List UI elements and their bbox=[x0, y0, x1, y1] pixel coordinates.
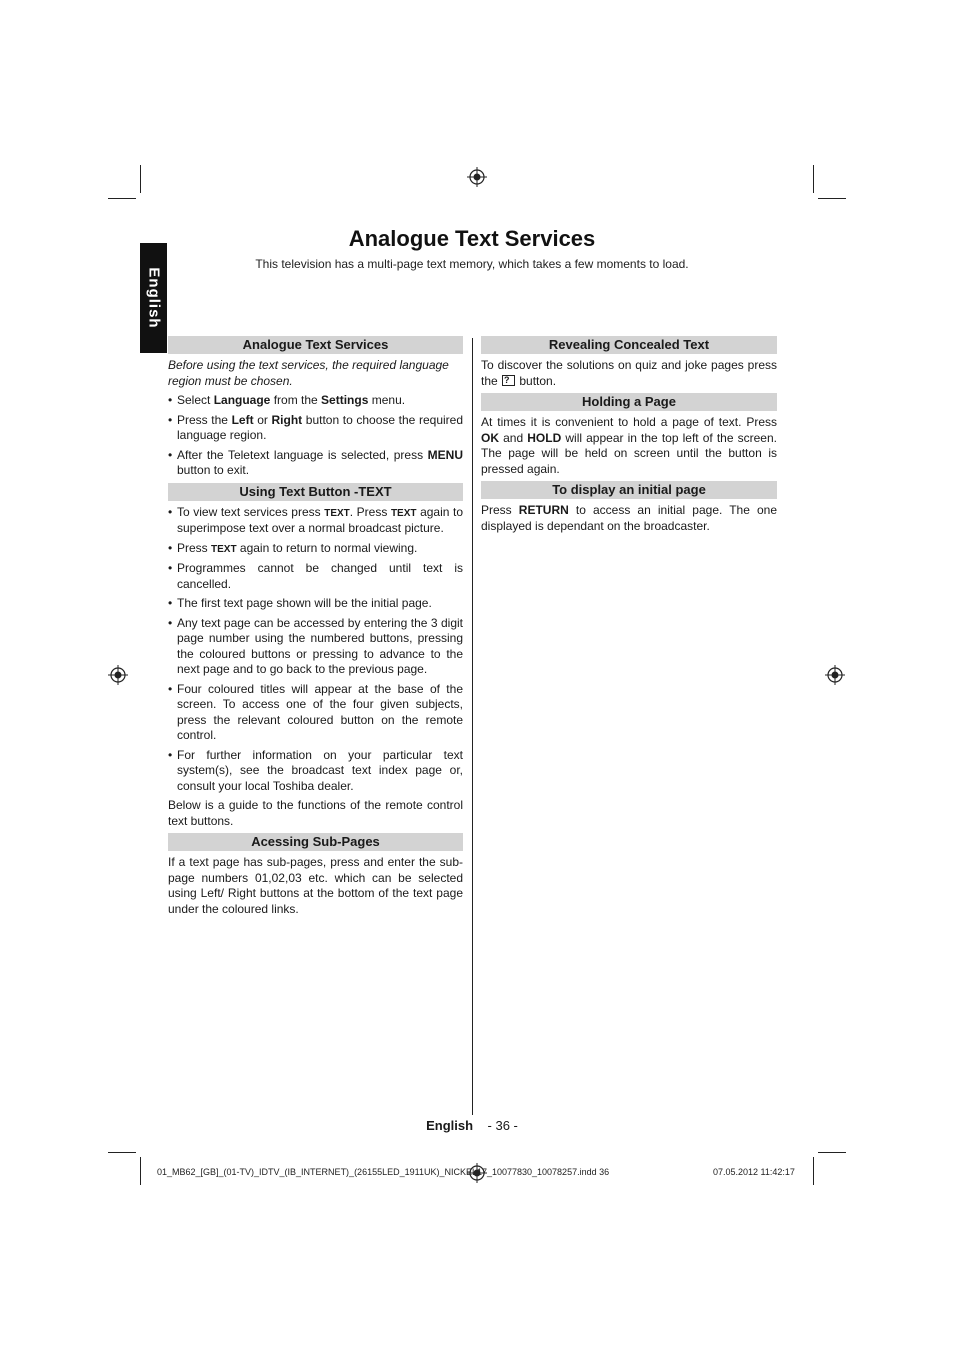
section-heading: Revealing Concealed Text bbox=[481, 336, 777, 354]
section-heading: Acessing Sub-Pages bbox=[168, 833, 463, 851]
list-item: • To view text services press TEXT. Press TEXT again to superimpose text over a normal broadcast picture. bbox=[168, 505, 463, 537]
crop-mark bbox=[818, 198, 846, 199]
page-footer bbox=[0, 1118, 944, 1133]
crop-mark bbox=[140, 1157, 141, 1185]
page-title: Analogue Text Services bbox=[348, 226, 596, 251]
list-item: • Any text page can be accessed by entering the 3 digit page number using the numbered buttons, pressing the coloured buttons or pressing to advance to the next page and to go back to the previous page. bbox=[168, 616, 463, 678]
section-body: At times it is convenient to hold a page of text. Press OK and HOLD will appear in the top left of the screen. The page will be held on screen until the button is pressed again. bbox=[481, 415, 777, 476]
footer-language: English bbox=[426, 1118, 474, 1133]
crop-mark bbox=[818, 1152, 846, 1153]
section-body: If a text page has sub-pages, press and enter the sub-page numbers 01,02,03 etc. which can be selected using Left/ Right buttons at the bottom of the text page under the coloured links. bbox=[168, 855, 463, 916]
column-divider bbox=[472, 338, 473, 1115]
registration-mark-icon bbox=[467, 167, 487, 187]
crop-mark bbox=[813, 1157, 814, 1185]
section-body: Press RETURN to access an initial page. The one displayed is dependant on the broadcaster. bbox=[481, 503, 777, 533]
page-number: - 36 - bbox=[487, 1118, 518, 1133]
section-heading: Analogue Text Services bbox=[168, 336, 463, 354]
section-heading: Using Text Button -TEXT bbox=[168, 483, 463, 501]
section-intro: Before using the text services, the required language region must be chosen. bbox=[168, 358, 449, 388]
crop-mark bbox=[108, 198, 136, 199]
section-outro: Below is a guide to the functions of the remote control text buttons. bbox=[168, 798, 463, 828]
reveal-button-icon bbox=[502, 375, 515, 386]
list-item: • For further information on your particular text system(s), see the broadcast text index page or, consult your local Toshiba dealer. bbox=[168, 748, 463, 795]
list-item: • Select Language from the Settings menu. bbox=[168, 393, 463, 409]
page-subtitle: This television has a multi-page text memory, which takes a few moments to load. bbox=[255, 257, 689, 271]
crop-mark bbox=[140, 165, 141, 193]
list-item: • The first text page shown will be the initial page. bbox=[168, 596, 463, 612]
print-file-name: 01_MB62_[GB]_(01-TV)_IDTV_(IB_INTERNET)_(26155LED_1911UK)_NICKEL17_10077830_10078257.indd 36 bbox=[157, 1167, 610, 1177]
list-item: • Press the Left or Right button to choose the required language region. bbox=[168, 413, 463, 444]
registration-mark-icon bbox=[108, 665, 128, 685]
print-timestamp: 07.05.2012 11:42:17 bbox=[713, 1167, 795, 1177]
bullet-list bbox=[168, 505, 463, 795]
left-column bbox=[168, 336, 463, 921]
language-side-tab-label: English bbox=[145, 267, 162, 329]
list-item: • Four coloured titles will appear at the base of the screen. To access one of the four given subjects, press the relevant coloured button on the remote control. bbox=[168, 682, 463, 744]
crop-mark bbox=[813, 165, 814, 193]
list-item: • Programmes cannot be changed until text is cancelled. bbox=[168, 561, 463, 592]
crop-mark bbox=[108, 1152, 136, 1153]
registration-mark-icon bbox=[825, 665, 845, 685]
list-item: • Press TEXT again to return to normal viewing. bbox=[168, 541, 463, 558]
right-column bbox=[481, 336, 777, 538]
section-body: To discover the solutions on quiz and joke pages press the ? button. bbox=[481, 358, 777, 389]
list-item: • After the Teletext language is selected, press MENU button to exit. bbox=[168, 448, 463, 479]
bullet-list bbox=[168, 393, 463, 479]
section-heading: Holding a Page bbox=[481, 393, 777, 411]
section-heading: To display an initial page bbox=[481, 481, 777, 499]
